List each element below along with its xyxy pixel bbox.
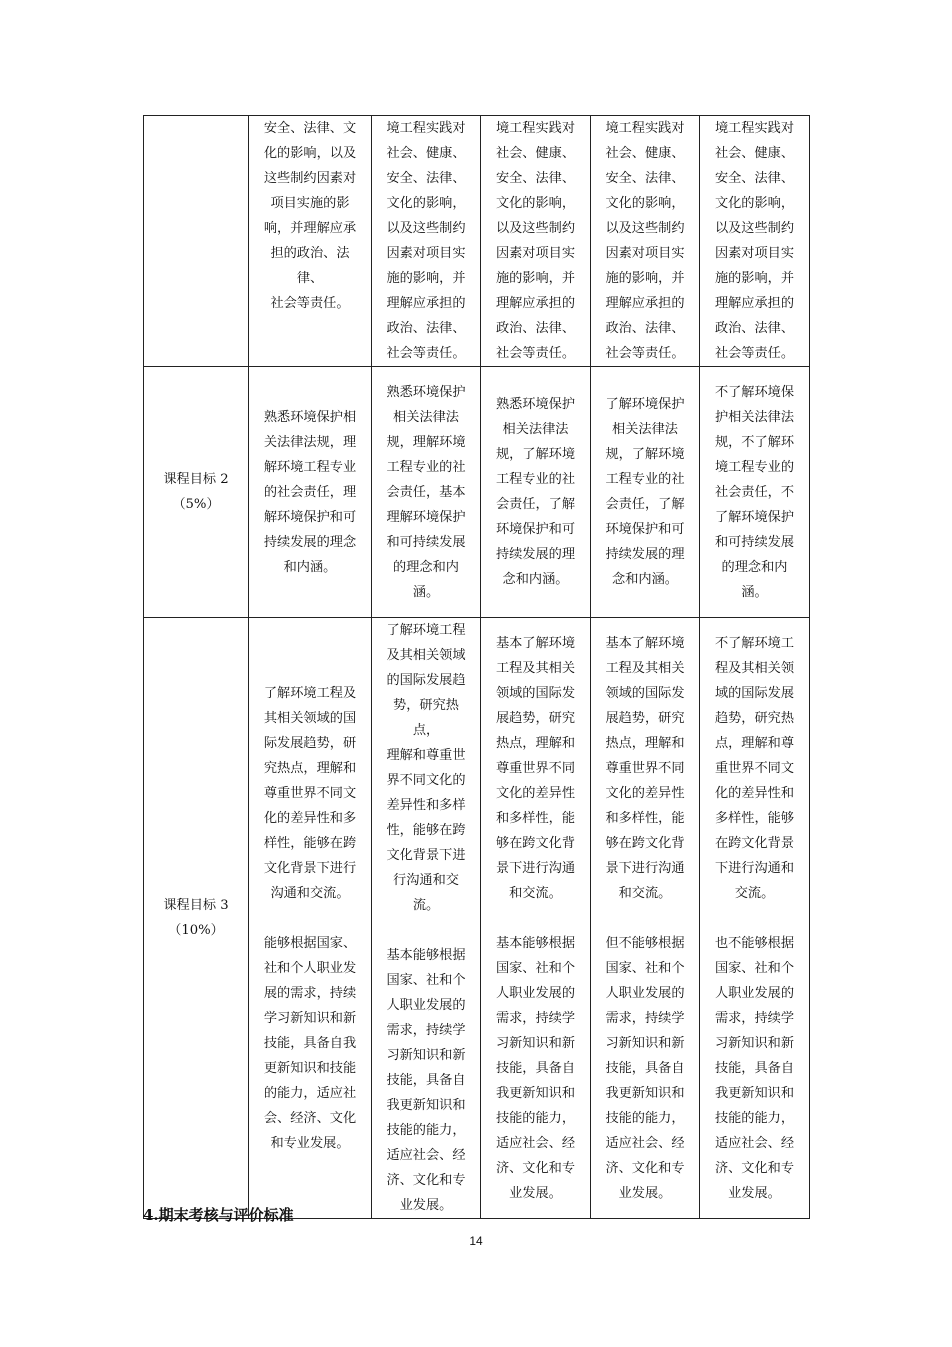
grade-pass-cell: 了解环境保护 相关法律法 规，了解环境 工程专业的社 会责任，了解 环境保护和可 持续发展的理 念和内涵。	[591, 367, 700, 618]
page-number: 14	[469, 1234, 483, 1248]
goal-label-cell: 课程目标 3 （10%）	[144, 618, 249, 1219]
section-heading: 4.期末考核与评价标准	[143, 1206, 294, 1224]
table-row	[144, 367, 810, 618]
grade-fail-cell: 境工程实践对 社会、健康、 安全、法律、 文化的影响， 以及这些制约 因素对项目实 施的影响，并 理解应承担的 政治、法律、 社会等责任。	[700, 116, 810, 367]
criteria-part-a: 基本了解环境 工程及其相关 领域的国际发 展趋势，研究 热点，理解和 尊重世界不同 文化的差异性 和多样性，能 够在跨文化背 景下进行沟通 和交流。	[495, 635, 576, 901]
table-row	[144, 116, 810, 367]
evaluation-table	[143, 115, 810, 1219]
criteria-part-b: 也不能够根据 国家、社和个 人职业发展的 需求，持续学 习新知识和新 技能，具备自 我更新知识和 技能的能力， 适应社会、经 济、文化和专 业发展。	[714, 935, 795, 1201]
grade-good-cell	[481, 618, 591, 1219]
grade-pass-cell	[591, 618, 700, 1219]
requirement-cell: 熟悉环境保护相 关法律法规，理 解环境工程专业 的社会责任，理 解环境保护和可 持续发展的理念 和内涵。	[249, 367, 372, 618]
criteria-part-a: 基本了解环境 工程及其相关 领域的国际发 展趋势，研究 热点，理解和 尊重世界不同 文化的差异性 和多样性，能 够在跨文化背 景下进行沟通 和交流。	[605, 635, 685, 901]
grade-fail-cell	[700, 618, 810, 1219]
grade-fail-cell: 不了解环境保 护相关法律法 规，不了解环 境工程专业的 社会责任，不 了解环境保护 和可持续发展 的理念和内 涵。	[700, 367, 810, 618]
grade-good-cell: 熟悉环境保护 相关法律法 规，了解环境 工程专业的社 会责任，了解 环境保护和可 持续发展的理 念和内涵。	[481, 367, 591, 618]
criteria-part-a: 了解环境工程 及其相关领域 的国际发展趋 势，研究热点， 理解和尊重世 界不同文化的 差异性和多样 性，能够在跨 文化背景下进 行沟通和交 流。	[386, 623, 466, 913]
grade-excellent-cell	[372, 618, 481, 1219]
grade-pass-cell: 境工程实践对 社会、健康、 安全、法律、 文化的影响， 以及这些制约 因素对项目实 施的影响，并 理解应承担的 政治、法律、 社会等责任。	[591, 116, 700, 367]
goal-label-cell	[144, 116, 249, 367]
criteria-part-b: 基本能够根据 国家、社和个 人职业发展的 需求，持续学 习新知识和新 技能，具备自 我更新知识和 技能的能力， 适应社会、经 济、文化和专 业发展。	[386, 948, 466, 1213]
requirement-part-a: 了解环境工程及 其相关领域的国 际发展趋势，研 究热点，理解和 尊重世界不同文 化的差异性和多 样性，能够在跨 文化背景下进行 沟通和交流。	[263, 685, 357, 901]
table-row	[144, 618, 810, 1219]
grade-excellent-cell: 境工程实践对 社会、健康、 安全、法律、 文化的影响， 以及这些制约 因素对项目实 施的影响，并 理解应承担的 政治、法律、 社会等责任。	[372, 116, 481, 367]
criteria-part-b: 但不能够根据 国家、社和个 人职业发展的 需求，持续学 习新知识和新 技能，具备自 我更新知识和 技能的能力， 适应社会、经 济、文化和专 业发展。	[605, 935, 685, 1201]
requirement-cell: 安全、法律、文 化的影响，以及 这些制约因素对 项目实施的影 响，并理解应承 担的政治、法律、 社会等责任。	[249, 116, 372, 367]
criteria-part-a: 不了解环境工 程及其相关领 域的国际发展 趋势，研究热 点，理解和尊 重世界不同文 化的差异性和 多样性，能够 在跨文化背景 下进行沟通和 交流。	[714, 635, 795, 901]
grade-excellent-cell: 熟悉环境保护 相关法律法 规，理解环境 工程专业的社 会责任，基本 理解环境保护 和可持续发展 的理念和内 涵。	[372, 367, 481, 618]
criteria-part-b: 基本能够根据 国家、社和个 人职业发展的 需求，持续学 习新知识和新 技能，具备自 我更新知识和 技能的能力， 适应社会、经 济、文化和专 业发展。	[495, 935, 576, 1201]
grade-good-cell: 境工程实践对 社会、健康、 安全、法律、 文化的影响， 以及这些制约 因素对项目实 施的影响，并 理解应承担的 政治、法律、 社会等责任。	[481, 116, 591, 367]
requirement-part-b: 能够根据国家、 社和个人职业发 展的需求，持续 学习新知识和新 技能，具备自我 更新知识和技能 的能力，适应社 会、经济、文化 和专业发展。	[263, 935, 357, 1151]
goal-label-cell: 课程目标 2 （5%）	[144, 367, 249, 618]
requirement-cell	[249, 618, 372, 1219]
